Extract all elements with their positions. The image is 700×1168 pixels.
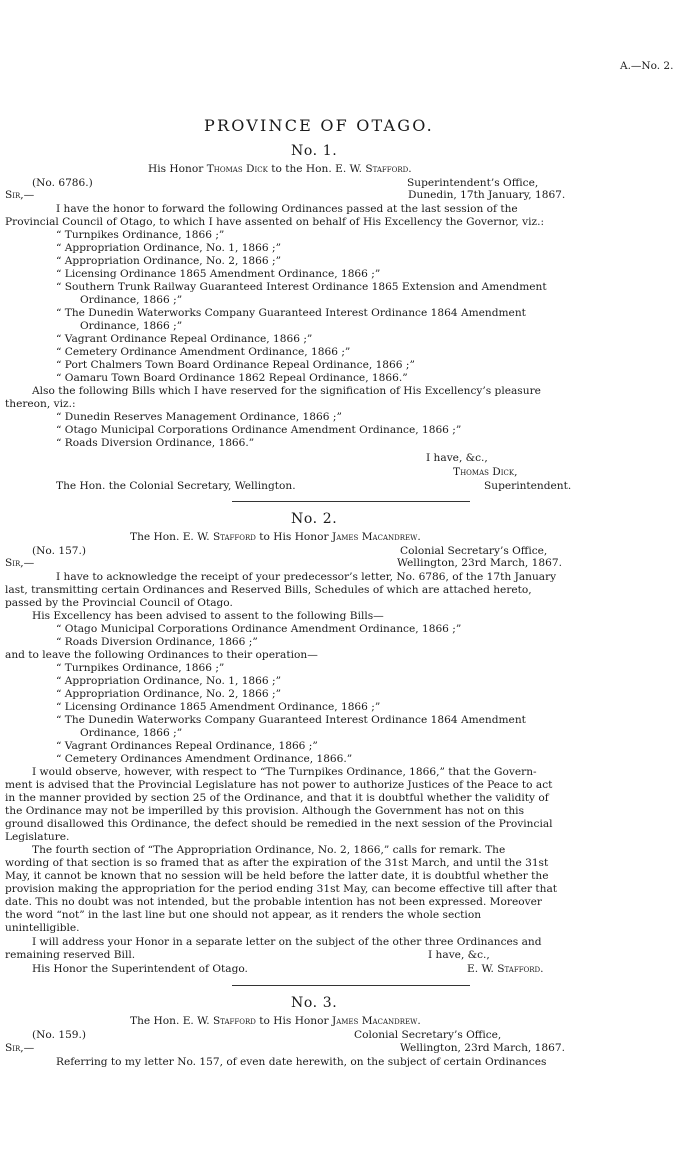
section-divider — [232, 985, 470, 986]
ordinance-item: “ Licensing Ordinance 1865 Amendment Ordinance, 1866 ;” — [56, 268, 381, 280]
letter-2-body-line: wording of that section is so framed that as after the expiration of the 31st March, and until the 31st — [5, 857, 549, 869]
ordinance-item: “ Cemetery Ordinances Amendment Ordinance, 1866.” — [56, 753, 353, 765]
assent-bill-item: “ Roads Diversion Ordinance, 1866 ;” — [56, 636, 258, 648]
letter-2-body-line: passed by the Provincial Council of Otago. — [5, 597, 233, 609]
letter-3-body-line: Referring to my letter No. 157, of even date herewith, on the subject of certain Ordinances — [56, 1056, 547, 1068]
letter-2-body-line: His Excellency has been advised to assent to the following Bills— — [32, 610, 384, 622]
letter-2-number: No. 2. — [291, 511, 338, 527]
letter-1-number: No. 1. — [291, 143, 338, 159]
ordinance-item: “ Licensing Ordinance 1865 Amendment Ordinance, 1866 ;” — [56, 701, 381, 713]
ordinance-item-continued: Ordinance, 1866 ;” — [80, 727, 183, 739]
letter-1-body-line: I have the honor to forward the following Ordinances passed at the last session of the — [56, 203, 518, 215]
letter-2-closing: I have, &c., — [428, 949, 490, 961]
ordinance-item-continued: Ordinance, 1866 ;” — [80, 320, 183, 332]
letter-2-body-line: last, transmitting certain Ordinances and Reserved Bills, Schedules of which are attached hereto, — [5, 584, 532, 596]
letter-2-ref: (No. 157.) — [32, 545, 87, 557]
letter-1-signatory-title: Superintendent. — [484, 480, 572, 492]
section-divider — [232, 501, 470, 502]
letter-1-body-line: Also the following Bills which I have reserved for the signification of His Excellency’s pleasure — [32, 385, 541, 397]
ordinance-item: “ Cemetery Ordinance Amendment Ordinance, 1866 ;” — [56, 346, 351, 358]
letter-1-addressee: The Hon. the Colonial Secretary, Wellington. — [56, 480, 296, 492]
letter-1-office: Superintendent’s Office, — [407, 177, 539, 189]
letter-2-body-line: remaining reserved Bill. — [5, 949, 136, 961]
letter-2-body-line: ment is advised that the Provincial Legislature has not power to authorize Justices of the Peace to act — [5, 779, 553, 791]
letter-2-body-line: the word “not” in the last line but one should not appear, as it renders the whole section — [5, 909, 482, 921]
ordinance-item: “ Oamaru Town Board Ordinance 1862 Repeal Ordinance, 1866.” — [56, 372, 408, 384]
letter-2-date: Wellington, 23rd March, 1867. — [397, 557, 562, 569]
assent-bill-item: “ Otago Municipal Corporations Ordinance Amendment Ordinance, 1866 ;” — [56, 623, 462, 635]
letter-1-body-line: Provincial Council of Otago, to which I have assented on behalf of His Excellency the Governor, viz.: — [5, 216, 545, 228]
ordinance-item: “ The Dunedin Waterworks Company Guaranteed Interest Ordinance 1864 Amendment — [56, 714, 526, 726]
letter-2-signature: E. W. Stafford. — [467, 963, 544, 975]
ordinance-item-continued: Ordinance, 1866 ;” — [80, 294, 183, 306]
letter-2-body-line: unintelligible. — [5, 922, 80, 934]
ordinance-item: “ Southern Trunk Railway Guaranteed Interest Ordinance 1865 Extension and Amendment — [56, 281, 547, 293]
letter-1-signature: Thomas Dick, — [453, 466, 518, 478]
reserved-bill-item: “ Dunedin Reserves Management Ordinance, 1866 ;” — [56, 411, 342, 423]
letter-2-body-line: May, it cannot be known that no session will be held before the latter date, it is doubtful whether the — [5, 870, 549, 882]
letter-3-ref: (No. 159.) — [32, 1029, 87, 1041]
letter-2-body-line: the Ordinance may not be imperilled by this provision. Although the Government has not on this — [5, 805, 525, 817]
letter-2-body-line: I would observe, however, with respect to “The Turnpikes Ordinance, 1866,” that the Govern- — [32, 766, 537, 778]
letter-1-heading: His Honor Thomas Dick to the Hon. E. W. Stafford. — [148, 163, 412, 175]
letter-2-body-line: I will address your Honor in a separate letter on the subject of the other three Ordinances and — [32, 936, 542, 948]
letter-2-body-line: in the manner provided by section 25 of the Ordinance, and that it is doubtful whether the validity of — [5, 792, 549, 804]
letter-1-salutation: Sir,— — [5, 189, 35, 201]
letter-3-date: Wellington, 23rd March, 1867. — [400, 1042, 565, 1054]
letter-2-body-line: Legislature. — [5, 831, 70, 843]
letter-3-number: No. 3. — [291, 995, 338, 1011]
letter-2-addressee: His Honor the Superintendent of Otago. — [32, 963, 248, 975]
page-title: PROVINCE OF OTAGO. — [204, 116, 434, 135]
letter-2-salutation: Sir,— — [5, 557, 35, 569]
letter-2-body-line: I have to acknowledge the receipt of your predecessor’s letter, No. 6786, of the 17th January — [56, 571, 557, 583]
letter-2-office: Colonial Secretary’s Office, — [400, 545, 548, 557]
letter-2-body-line: provision making the appropriation for the period ending 31st May, can become effective till after that — [5, 883, 558, 895]
ordinance-item: “ Appropriation Ordinance, No. 1, 1866 ;” — [56, 675, 282, 687]
ordinance-item: “ Port Chalmers Town Board Ordinance Repeal Ordinance, 1866 ;” — [56, 359, 415, 371]
letter-3-office: Colonial Secretary’s Office, — [354, 1029, 502, 1041]
ordinance-item: “ Turnpikes Ordinance, 1866 ;” — [56, 662, 225, 674]
letter-1-date: Dunedin, 17th January, 1867. — [408, 189, 566, 201]
ordinance-item: “ The Dunedin Waterworks Company Guaranteed Interest Ordinance 1864 Amendment — [56, 307, 526, 319]
letter-3-heading: The Hon. E. W. Stafford to His Honor James Macandrew. — [130, 1015, 421, 1027]
document-reference: A.—No. 2. — [620, 60, 674, 72]
ordinance-item: “ Turnpikes Ordinance, 1866 ;” — [56, 229, 225, 241]
letter-2-body-line: and to leave the following Ordinances to their operation— — [5, 649, 318, 661]
letter-1-body-line: thereon, viz.: — [5, 398, 76, 410]
ordinance-item: “ Appropriation Ordinance, No. 2, 1866 ;” — [56, 255, 282, 267]
letter-2-body-line: date. This no doubt was not intended, but the probable intention has not been expressed. Moreover — [5, 896, 542, 908]
ordinance-item: “ Appropriation Ordinance, No. 2, 1866 ;” — [56, 688, 282, 700]
letter-2-body-line: ground disallowed this Ordinance, the defect should be remedied in the next session of the Provincial — [5, 818, 553, 830]
reserved-bill-item: “ Roads Diversion Ordinance, 1866.” — [56, 437, 255, 449]
letter-2-body-line: The fourth section of “The Appropriation Ordinance, No. 2, 1866,” calls for remark. The — [32, 844, 506, 856]
letter-2-heading: The Hon. E. W. Stafford to His Honor James Macandrew. — [130, 531, 421, 543]
ordinance-item: “ Vagrant Ordinances Repeal Ordinance, 1866 ;” — [56, 740, 318, 752]
letter-1-closing: I have, &c., — [426, 452, 488, 464]
ordinance-item: “ Vagrant Ordinance Repeal Ordinance, 1866 ;” — [56, 333, 313, 345]
ordinance-item: “ Appropriation Ordinance, No. 1, 1866 ;” — [56, 242, 282, 254]
reserved-bill-item: “ Otago Municipal Corporations Ordinance Amendment Ordinance, 1866 ;” — [56, 424, 462, 436]
letter-3-salutation: Sir,— — [5, 1042, 35, 1054]
letter-1-ref: (No. 6786.) — [32, 177, 93, 189]
